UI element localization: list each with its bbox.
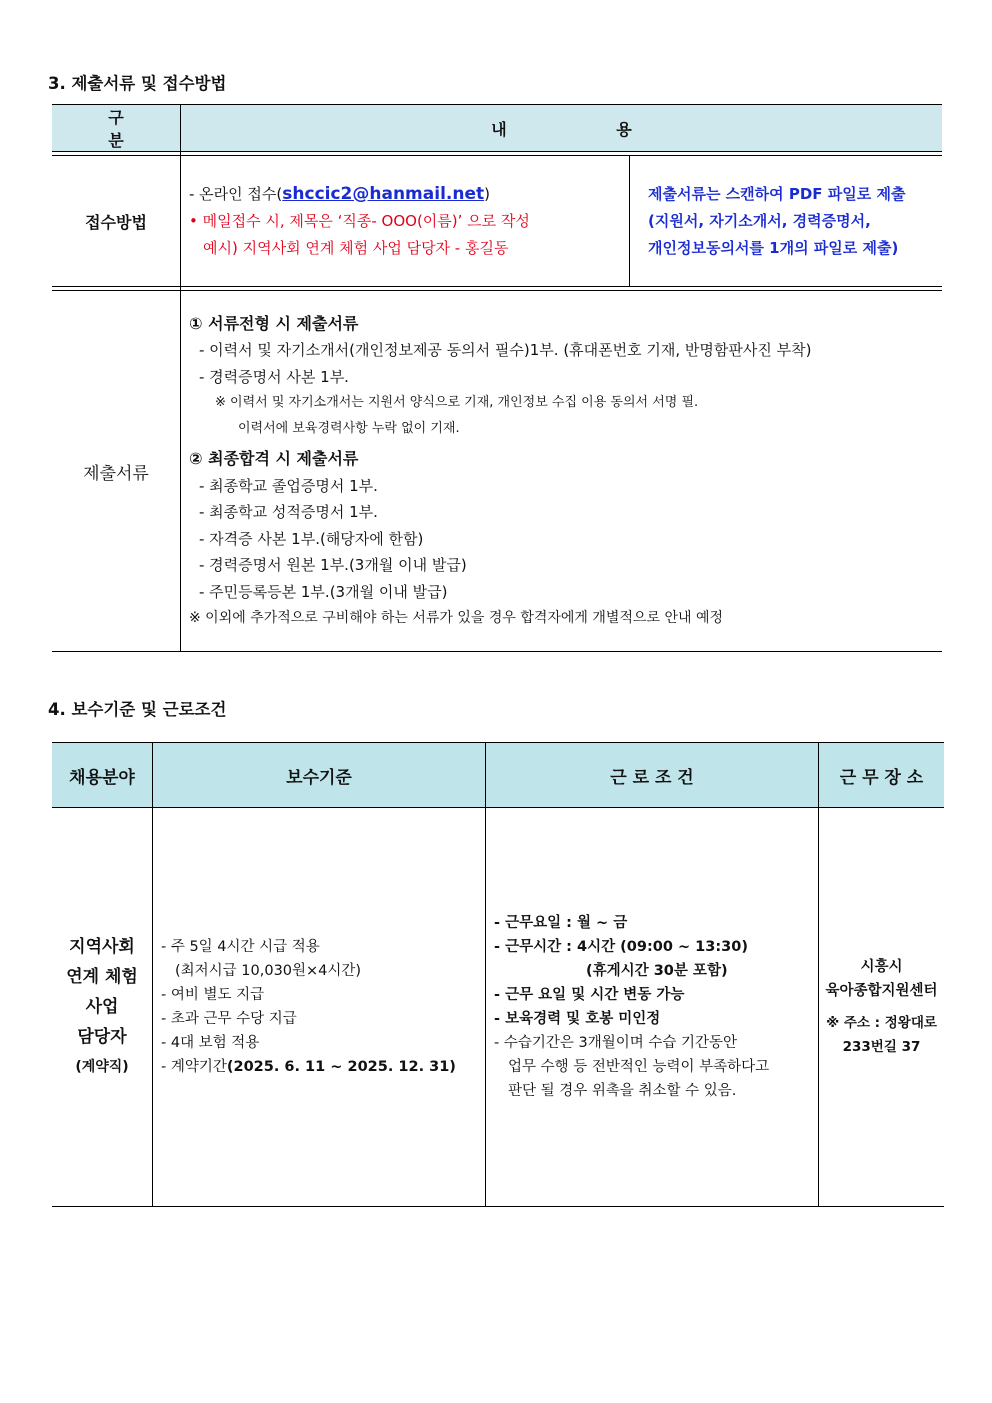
- section-4-title: 4. 보수기준 및 근로조건: [48, 700, 227, 719]
- header-pay: 보수기준: [153, 743, 486, 808]
- contract-type: (계약직): [75, 1059, 129, 1075]
- final-doc-item: - 주민등록등본 1부.(3개월 이내 발급): [199, 582, 448, 601]
- probation-note: 판단 될 경우 위촉을 취소할 수 있음.: [508, 1083, 737, 1099]
- screening-note: ※ 이력서 및 자기소개서는 지원서 양식으로 기재, 개인정보 수집 이용 동의서 서명 필.: [215, 395, 699, 410]
- pay-table-header: [52, 743, 944, 808]
- pay-item: - 여비 별도 지급: [161, 987, 265, 1003]
- job-field: [52, 808, 153, 1207]
- work-conditions: [486, 808, 819, 1207]
- workplace-address: 233번길 37: [842, 1039, 921, 1055]
- method-row: [52, 156, 942, 287]
- header-field: 채용분야: [52, 743, 153, 808]
- section-3-title: 3. 제출서류 및 접수방법: [48, 74, 227, 93]
- pay-item: (최저시급 10,030원×4시간): [175, 963, 362, 979]
- additional-docs-note: ※ 이외에 추가적으로 구비해야 하는 서류가 있을 경우 합격자에게 개별적으로 안내 예정: [189, 610, 724, 626]
- email-link[interactable]: shccic2@hanmail.net: [282, 183, 485, 204]
- workplace-address: ※ 주소 : 정왕대로: [826, 1015, 937, 1031]
- final-docs-heading: ② 최종합격 시 제출서류: [189, 449, 359, 468]
- method-content: [181, 156, 630, 287]
- online-text: - 온라인 접수(: [189, 184, 283, 203]
- pdf-note-1: 제출서류는 스캔하여 PDF 파일로 제출: [648, 184, 906, 203]
- submission-table-header: [52, 105, 942, 152]
- probation-note: - 수습기간은 3개월이며 수습 기간동안: [494, 1035, 737, 1051]
- final-doc-item: - 자격증 사본 1부.(해당자에 한함): [199, 529, 424, 548]
- header-content: 내 용: [181, 105, 943, 152]
- method-note: [630, 156, 943, 287]
- contract-period: (2025. 6. 11 ~ 2025. 12. 31): [226, 1059, 456, 1075]
- screening-doc-item: - 경력증명서 사본 1부.: [199, 367, 349, 386]
- workplace-city: 시흥시: [860, 959, 903, 975]
- workplace-name: 육아종합지원센터: [825, 983, 938, 999]
- screening-docs-heading: ① 서류전형 시 제출서류: [189, 313, 359, 333]
- job-field-line: 연계 체험: [66, 967, 138, 987]
- career-not-recognized: - 보육경력 및 호봉 미인정: [494, 1011, 661, 1027]
- header-category: 구 분: [52, 105, 181, 152]
- documents-label: 제출서류: [52, 291, 181, 652]
- schedule-change: - 근무 요일 및 시간 변동 가능: [494, 987, 685, 1003]
- pdf-note-3: 개인정보동의서를 1개의 파일로 제출): [648, 238, 899, 257]
- work-hours: - 근무시간 : 4시간 (09:00 ~ 13:30): [494, 939, 748, 955]
- final-doc-item: - 최종학교 성적증명서 1부.: [199, 503, 378, 521]
- pay-table-row: [52, 808, 944, 1207]
- documents-row: [52, 291, 942, 652]
- pay-conditions-table: [52, 742, 944, 1207]
- final-doc-item: - 최종학교 졸업증명서 1부.: [199, 476, 378, 495]
- email-subject-example: 예시) 지역사회 연계 체험 사업 담당자 - 홍길동: [203, 238, 509, 257]
- online-text-end: ): [484, 184, 490, 203]
- job-field-line: 지역사회: [69, 937, 135, 957]
- pay-item: - 주 5일 4시간 시급 적용: [161, 939, 320, 955]
- header-workplace: 근 무 장 소: [819, 743, 945, 808]
- job-field-line: 담당자: [77, 1027, 127, 1047]
- pay-standard: [153, 808, 486, 1207]
- work-days: - 근무요일 : 월 ~ 금: [494, 915, 628, 931]
- pay-item: - 4대 보험 적용: [161, 1035, 260, 1051]
- submission-table: [52, 104, 942, 652]
- pay-item: - 계약기간: [161, 1059, 227, 1075]
- probation-note: 업무 수행 등 전반적인 능력이 부족하다고: [508, 1059, 770, 1075]
- pay-item: - 초과 근무 수당 지급: [161, 1011, 297, 1027]
- method-label: 접수방법: [52, 156, 181, 287]
- pdf-note-2: (지원서, 자기소개서, 경력증명서,: [648, 211, 871, 230]
- documents-content: [181, 291, 943, 652]
- final-doc-item: - 경력증명서 원본 1부.(3개월 이내 발급): [199, 556, 467, 574]
- workplace: [819, 808, 945, 1207]
- screening-doc-item: - 이력서 및 자기소개서(개인정보제공 동의서 필수)1부. (휴대폰번호 기재, 반명함판사진 부착): [199, 341, 812, 359]
- break-time: (휴게시간 30분 포함): [586, 963, 728, 979]
- email-subject-rule: • 메일접수 시, 제목은 ‘직종- OOO(이름)’ 으로 작성: [189, 211, 530, 230]
- screening-note-cont: 이력서에 보육경력사항 누락 없이 기재.: [238, 421, 460, 436]
- job-field-line: 사업: [85, 997, 119, 1017]
- header-conditions: 근 로 조 건: [486, 743, 819, 808]
